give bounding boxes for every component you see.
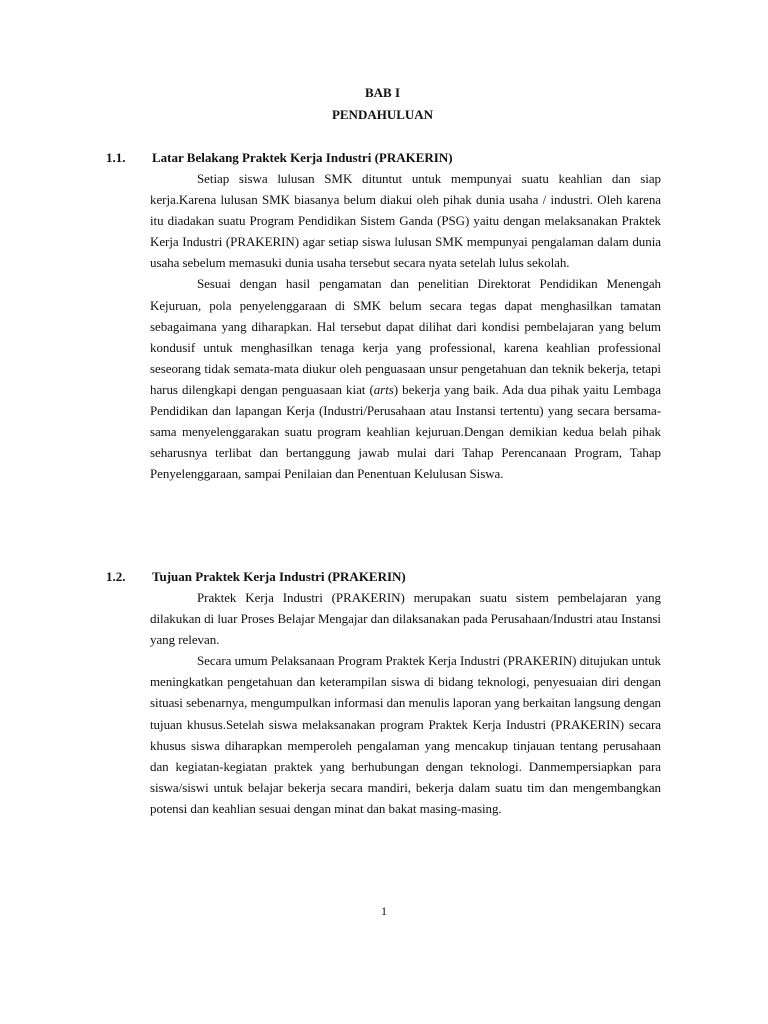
- section-title: Latar Belakang Praktek Kerja Industri (PRAKERIN): [152, 150, 453, 165]
- section-title: Tujuan Praktek Kerja Industri (PRAKERIN): [152, 569, 406, 584]
- section-number: 1.2.: [106, 569, 126, 584]
- page-number: 1: [381, 904, 387, 918]
- paragraph: Sesuai dengan hasil pengamatan dan penelitian Direktorat Pendidikan Menengah Kejuruan, pola penyelenggaraan di SMK belum secara tegas dapat menghasilkan tamatan sebagaimana yang diharapkan. Hal tersebut dapat dilihat dari kondisi pembelajaran yang belum kondusif untuk menghasilkan tenaga kerja yang professional, karena keahlian professional seseorang tidak semata-mata diukur oleh penguasaan unsur pengetahuan dan teknik bekerja, tetapi harus dilengkapi dengan penguasaan kiat (arts) bekerja yang baik. Ada dua pihak yaitu Lembaga Pendidikan dan lapangan Kerja (Industri/Perusahaan atau Instansi tertentu) yang secara bersama-sama menyelenggarakan suatu program keahlian kejuruan.Dengan demikian kedua belah pihak seharusnya terlibat dan bertanggung jawab mulai dari Tahap Perencanaan Program, Tahap Penyelenggaraan, sampai Penilaian dan Penentuan Kelulusan Siswa.: [150, 276, 661, 482]
- section-number: 1.1.: [106, 150, 126, 165]
- italic-term: arts: [373, 381, 394, 397]
- paragraph: Secara umum Pelaksanaan Program Praktek Kerja Industri (PRAKERIN) ditujukan untuk meningkatkan pengetahuan dan keterampilan siswa di bidang teknologi, penyesuaian diri dengan situasi sebenarnya, mengumpulkan informasi dan menulis laporan yang berkaitan langsung dengan tujuan khusus.Setelah siswa melaksanakan program Praktek Kerja Industri (PRAKERIN) secara khusus siswa diharapkan memperoleh pengalaman yang mencakup tinjauan tentang perusahaan dan kegiatan-kegiatan praktek yang berhubungan dengan teknologi. Danmempersiapkan para siswa/siswi untuk belajar bekerja secara mandiri, bekerja dalam suatu tim dan mengembangkan potensi dan keahlian sesuai dengan minat dan bakat masing-masing.: [150, 653, 661, 816]
- section-1-1: [106, 148, 661, 484]
- section-1-2: [106, 567, 661, 819]
- paragraph: Setiap siswa lulusan SMK dituntut untuk mempunyai suatu keahlian dan siap kerja.Karena lulusan SMK biasanya belum diakui oleh pihak dunia usaha / industri. Oleh karena itu diadakan suatu Program Pendidikan Sistem Ganda (PSG) yaitu dengan melaksanakan Praktek Kerja Industri (PRAKERIN) agar setiap siswa lulusan SMK mempunyai pengalaman dalam dunia usaha sebelum memasuki dunia usaha tersebut secara nyata setelah lulus sekolah.: [150, 171, 661, 271]
- paragraph: Praktek Kerja Industri (PRAKERIN) merupakan suatu sistem pembelajaran yang dilakukan di luar Proses Belajar Mengajar dan dilaksanakan pada Perusahaan/Industri atau Instansi yang relevan.: [150, 590, 661, 648]
- section-heading: [106, 567, 661, 587]
- chapter-label: BAB I: [364, 85, 401, 100]
- chapter-title: PENDAHULUAN: [331, 107, 434, 122]
- section-heading: [106, 148, 661, 168]
